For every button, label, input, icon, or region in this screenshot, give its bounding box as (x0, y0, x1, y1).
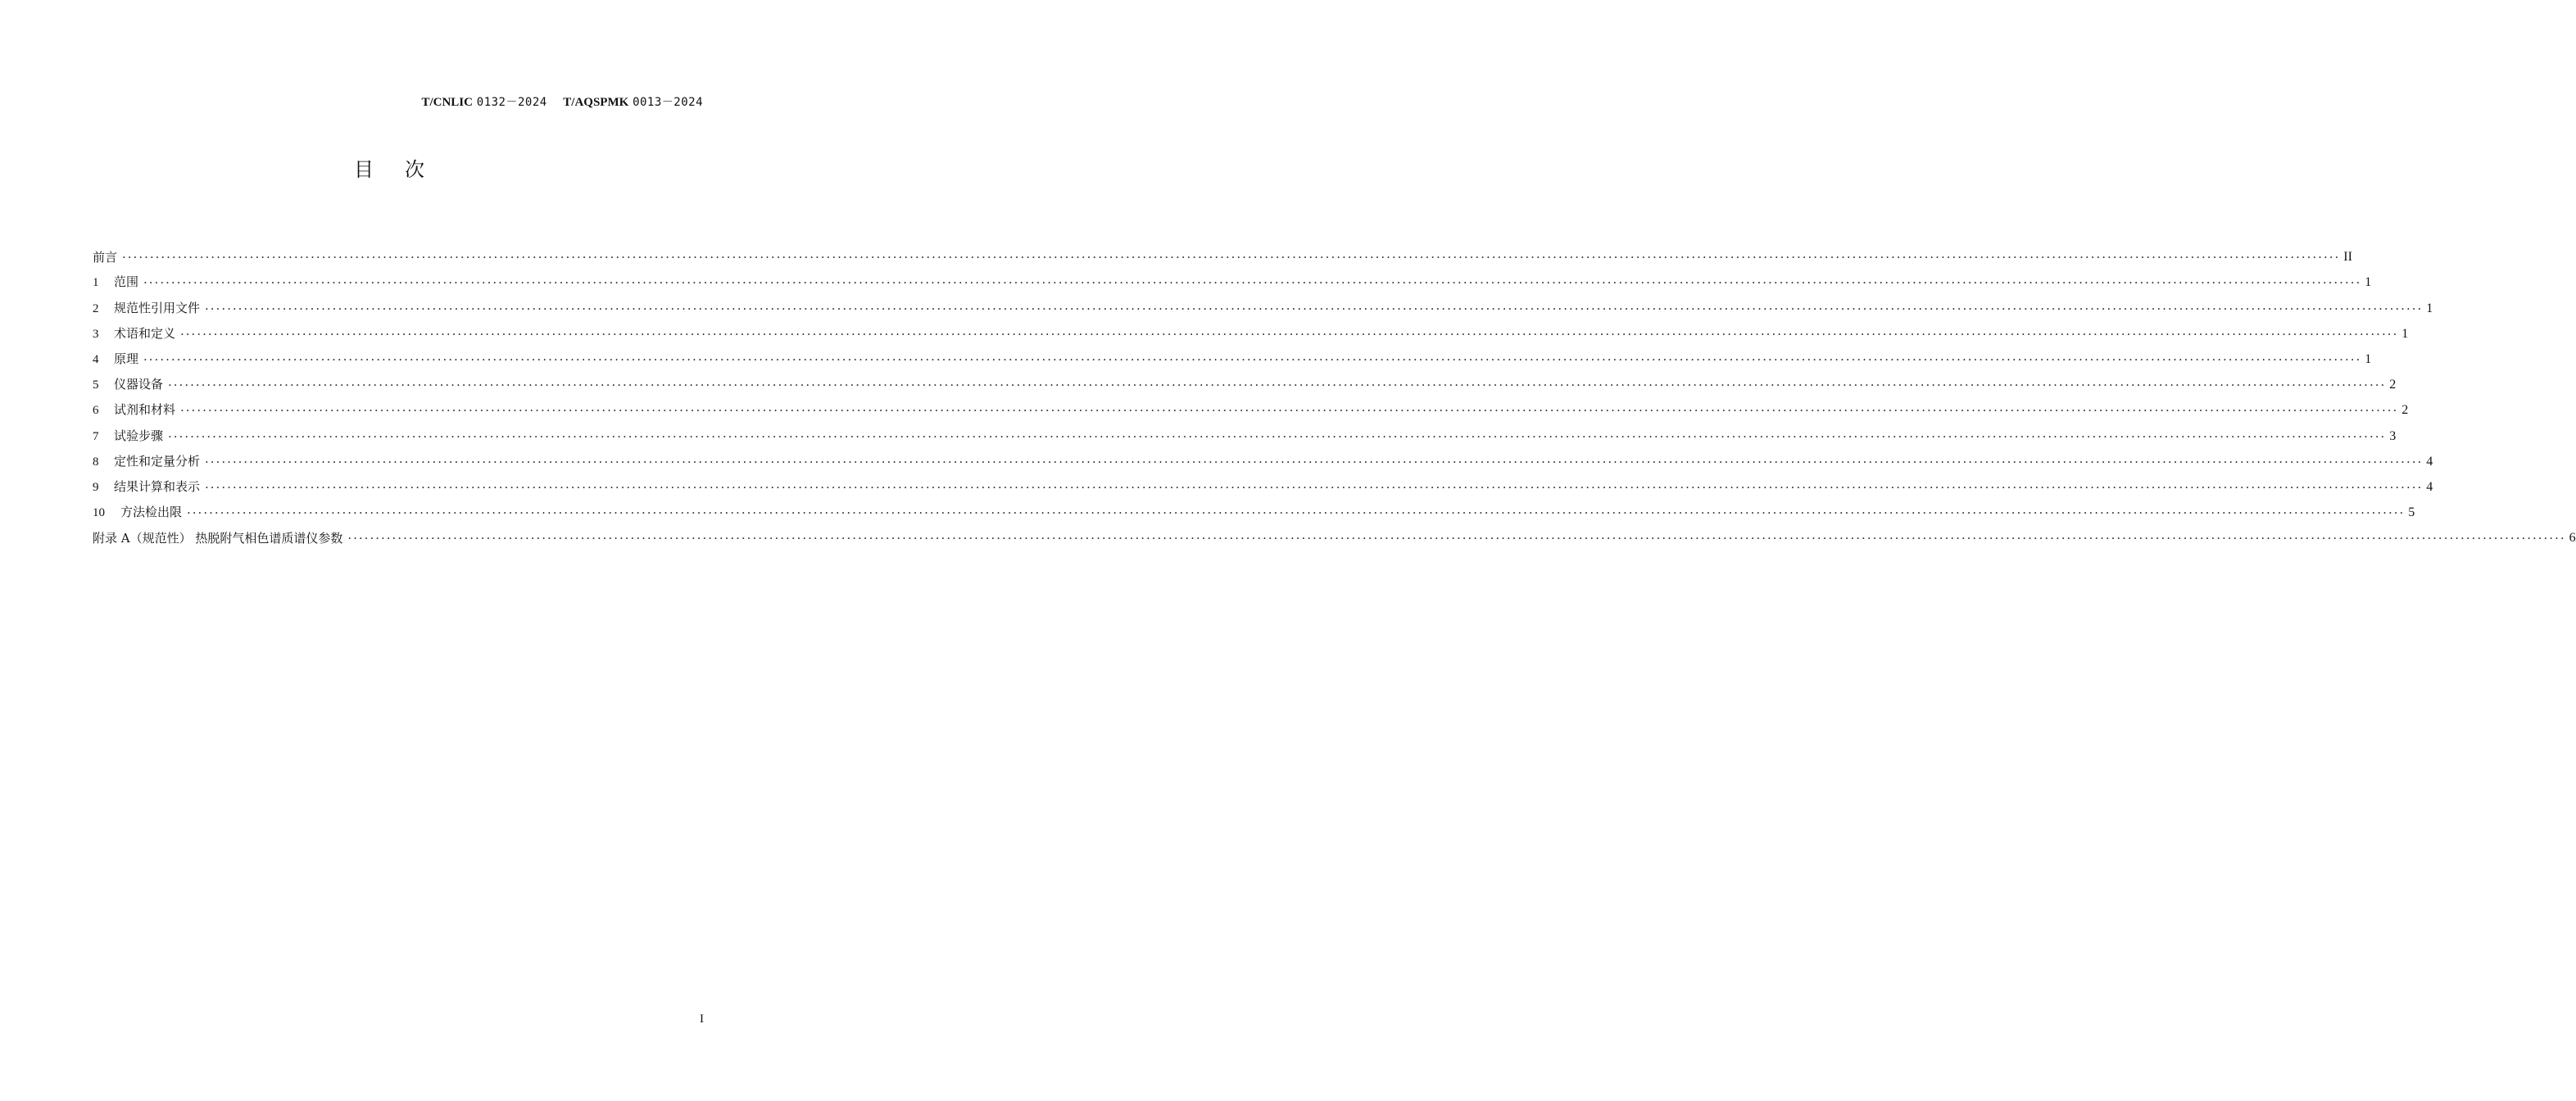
toc-entry-label: 定性和定量分析 (114, 453, 201, 469)
standard-number-2: 0013－2024 (633, 96, 703, 109)
toc-entry-label: 方法检出限 (120, 505, 183, 520)
toc-entry[interactable] (93, 470, 2433, 496)
toc-entry[interactable] (93, 240, 2352, 265)
toc-entry[interactable] (93, 342, 2372, 368)
toc-entry-label: 仪器设备 (114, 377, 164, 392)
toc-entry-page: 1 (2426, 301, 2433, 315)
toc-entry-label: 前言 (93, 250, 118, 265)
toc-dot-leader: ················································································································································································································································································································································································································ (168, 428, 2387, 444)
toc-entry-label: 范围 (114, 274, 139, 290)
toc-entry[interactable] (93, 496, 2415, 521)
toc-entry-title (93, 428, 163, 445)
toc-entry-number: 4 (93, 352, 99, 366)
toc-entry-title (93, 325, 175, 342)
toc-entry-label: 结果计算和表示 (114, 478, 201, 494)
toc-entry-page: 1 (2401, 326, 2409, 341)
toc-entry-number: 6 (93, 404, 99, 418)
toc-dot-leader: ················································································································································································································································································································································································································ (180, 403, 2399, 419)
toc-dot-leader: ················································································································································································································································································································································································································ (205, 479, 2424, 495)
toc-entry-label: 术语和定义 (114, 325, 176, 341)
toc-dot-leader: ················································································································································································································································································································································································································ (143, 275, 2362, 291)
toc-entry-label: 附录 A（规范性） 热脱附气相色谱质谱仪参数 (93, 531, 343, 546)
toc-entry-title (93, 478, 200, 496)
standard-number-1: 0132－2024 (476, 96, 547, 109)
toc-entry-number: 9 (93, 480, 99, 494)
toc-entry[interactable] (93, 419, 2397, 444)
toc-entry-title (93, 351, 138, 368)
toc-entry-title (93, 249, 117, 265)
toc-entry-number: 8 (93, 455, 99, 469)
toc-dot-leader: ················································································································································································································································································································································································································ (122, 250, 2341, 265)
toc-entry-title (93, 530, 342, 546)
toc-entry-page: 1 (2365, 275, 2372, 290)
toc-entry[interactable] (93, 521, 2576, 546)
page-title: 目次 (354, 158, 456, 181)
toc-entry[interactable] (93, 393, 2409, 419)
toc-entry-page: 2 (2401, 403, 2409, 418)
toc-entry[interactable] (93, 368, 2397, 393)
toc-entry-page: 5 (2408, 505, 2415, 520)
toc-entry-number: 7 (93, 429, 99, 443)
toc-entry-page: 2 (2389, 378, 2397, 392)
toc-entry-page: II (2343, 250, 2352, 265)
toc-entry-label: 试剂和材料 (114, 402, 176, 418)
toc-entry-title (93, 300, 200, 317)
toc-dot-leader: ················································································································································································································································································································································································································ (180, 326, 2399, 342)
toc-dot-leader: ················································································································································································································································································································································································································ (205, 454, 2424, 469)
toc-entry-page: 4 (2426, 479, 2433, 494)
toc-entry[interactable] (93, 317, 2409, 342)
toc-dot-leader: ················································································································································································································································································································································································································ (205, 301, 2424, 316)
toc-entry-number: 10 (93, 506, 105, 520)
toc-entry-title (93, 376, 163, 393)
toc-entry-title (93, 401, 175, 419)
toc-entry-number: 2 (93, 301, 99, 315)
standard-code-1: T/CNLIC (421, 96, 473, 109)
toc-entry-number: 1 (93, 276, 99, 290)
document-header (421, 93, 703, 111)
toc-entry-title (93, 453, 200, 470)
toc-dot-leader: ················································································································································································································································································································································································································ (143, 351, 2362, 367)
toc-dot-leader: ················································································································································································································································································································································································································ (347, 531, 2566, 546)
toc-entry-number: 5 (93, 378, 99, 392)
toc-entry[interactable] (93, 445, 2433, 470)
toc-entry-title (93, 274, 138, 291)
toc-entry-page: 6 (2569, 531, 2576, 546)
toc-entry-page: 4 (2426, 454, 2433, 469)
toc-entry-title (93, 504, 182, 521)
page-number: I (700, 1013, 704, 1026)
toc-entry-label: 原理 (114, 351, 139, 366)
toc-entry-page: 3 (2389, 428, 2397, 443)
toc-entry-label: 规范性引用文件 (114, 300, 201, 315)
standard-code-2: T/AQSPMK (563, 96, 629, 109)
table-of-contents (93, 240, 2576, 546)
toc-dot-leader: ················································································································································································································································································································································································································ (187, 505, 2406, 521)
toc-dot-leader: ················································································································································································································································································································································································································ (168, 378, 2387, 393)
toc-entry[interactable] (93, 291, 2433, 316)
toc-entry[interactable] (93, 265, 2372, 291)
toc-entry-number: 3 (93, 327, 99, 341)
toc-entry-label: 试验步骤 (114, 428, 164, 443)
toc-entry-page: 1 (2365, 351, 2372, 366)
